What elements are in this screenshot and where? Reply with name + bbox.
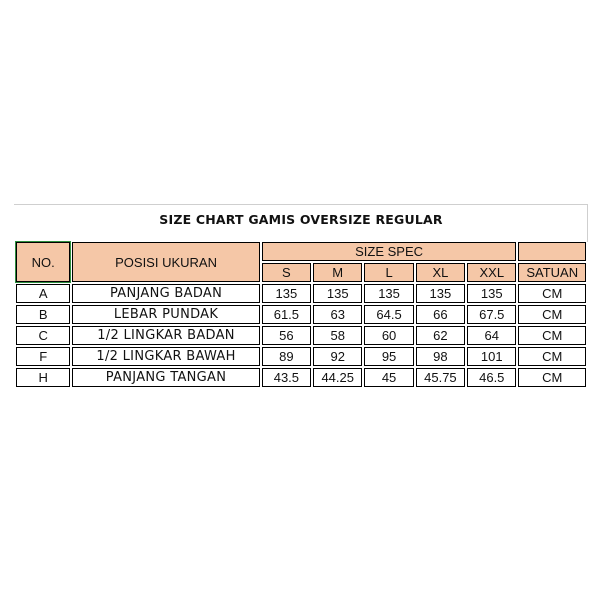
- row-value-cell[interactable]: 64: [467, 326, 516, 345]
- row-no-cell[interactable]: H: [16, 368, 70, 387]
- row-posisi-cell[interactable]: LEBAR PUNDAK: [72, 305, 259, 324]
- row-unit-cell[interactable]: CM: [518, 326, 586, 345]
- row-value-cell[interactable]: 45: [364, 368, 413, 387]
- row-value-cell[interactable]: 43.5: [262, 368, 311, 387]
- row-posisi-cell[interactable]: PANJANG BADAN: [72, 284, 259, 303]
- row-unit-cell[interactable]: CM: [518, 368, 586, 387]
- table-row: [16, 284, 586, 303]
- row-value-cell[interactable]: 135: [467, 284, 516, 303]
- row-value-cell[interactable]: 135: [313, 284, 362, 303]
- row-value-cell[interactable]: 95: [364, 347, 413, 366]
- size-header-l[interactable]: L: [364, 263, 413, 282]
- row-value-cell[interactable]: 89: [262, 347, 311, 366]
- row-unit-cell[interactable]: CM: [518, 305, 586, 324]
- size-header-s[interactable]: S: [262, 263, 311, 282]
- row-posisi-cell[interactable]: PANJANG TANGAN: [72, 368, 259, 387]
- size-spec-header-cell[interactable]: SIZE SPEC: [262, 242, 517, 261]
- row-value-cell[interactable]: 60: [364, 326, 413, 345]
- row-value-cell[interactable]: 46.5: [467, 368, 516, 387]
- table-title: SIZE CHART GAMIS OVERSIZE REGULAR: [159, 212, 443, 227]
- blank-header-cell[interactable]: [518, 242, 586, 261]
- size-header-m[interactable]: M: [313, 263, 362, 282]
- row-no-cell[interactable]: C: [16, 326, 70, 345]
- row-value-cell[interactable]: 101: [467, 347, 516, 366]
- row-posisi-cell[interactable]: 1/2 LINGKAR BADAN: [72, 326, 259, 345]
- row-value-cell[interactable]: 92: [313, 347, 362, 366]
- size-header-xxl[interactable]: XXL: [467, 263, 516, 282]
- row-value-cell[interactable]: 58: [313, 326, 362, 345]
- row-value-cell[interactable]: 135: [364, 284, 413, 303]
- row-value-cell[interactable]: 135: [262, 284, 311, 303]
- row-value-cell[interactable]: 66: [416, 305, 465, 324]
- row-unit-cell[interactable]: CM: [518, 347, 586, 366]
- row-no-cell[interactable]: F: [16, 347, 70, 366]
- header-row-1: [16, 242, 586, 261]
- row-posisi-cell[interactable]: 1/2 LINGKAR BAWAH: [72, 347, 259, 366]
- row-value-cell[interactable]: 64.5: [364, 305, 413, 324]
- row-value-cell[interactable]: 98: [416, 347, 465, 366]
- no-header-cell[interactable]: NO.: [16, 242, 70, 282]
- posisi-ukuran-header-cell[interactable]: POSISI UKURAN: [72, 242, 259, 282]
- row-value-cell[interactable]: 67.5: [467, 305, 516, 324]
- row-value-cell[interactable]: 135: [416, 284, 465, 303]
- row-value-cell[interactable]: 61.5: [262, 305, 311, 324]
- row-value-cell[interactable]: 62: [416, 326, 465, 345]
- row-no-cell[interactable]: A: [16, 284, 70, 303]
- size-header-xl[interactable]: XL: [416, 263, 465, 282]
- table-row: [16, 305, 586, 324]
- table-row: [16, 326, 586, 345]
- row-no-cell[interactable]: B: [16, 305, 70, 324]
- row-value-cell[interactable]: 44.25: [313, 368, 362, 387]
- table-row: [16, 368, 586, 387]
- row-value-cell[interactable]: 63: [313, 305, 362, 324]
- row-unit-cell[interactable]: CM: [518, 284, 586, 303]
- satuan-header-cell[interactable]: SATUAN: [518, 263, 586, 282]
- row-value-cell[interactable]: 45.75: [416, 368, 465, 387]
- row-value-cell[interactable]: 56: [262, 326, 311, 345]
- table-row: [16, 347, 586, 366]
- size-chart-table: [14, 240, 588, 389]
- sheet-top-border: [14, 204, 588, 205]
